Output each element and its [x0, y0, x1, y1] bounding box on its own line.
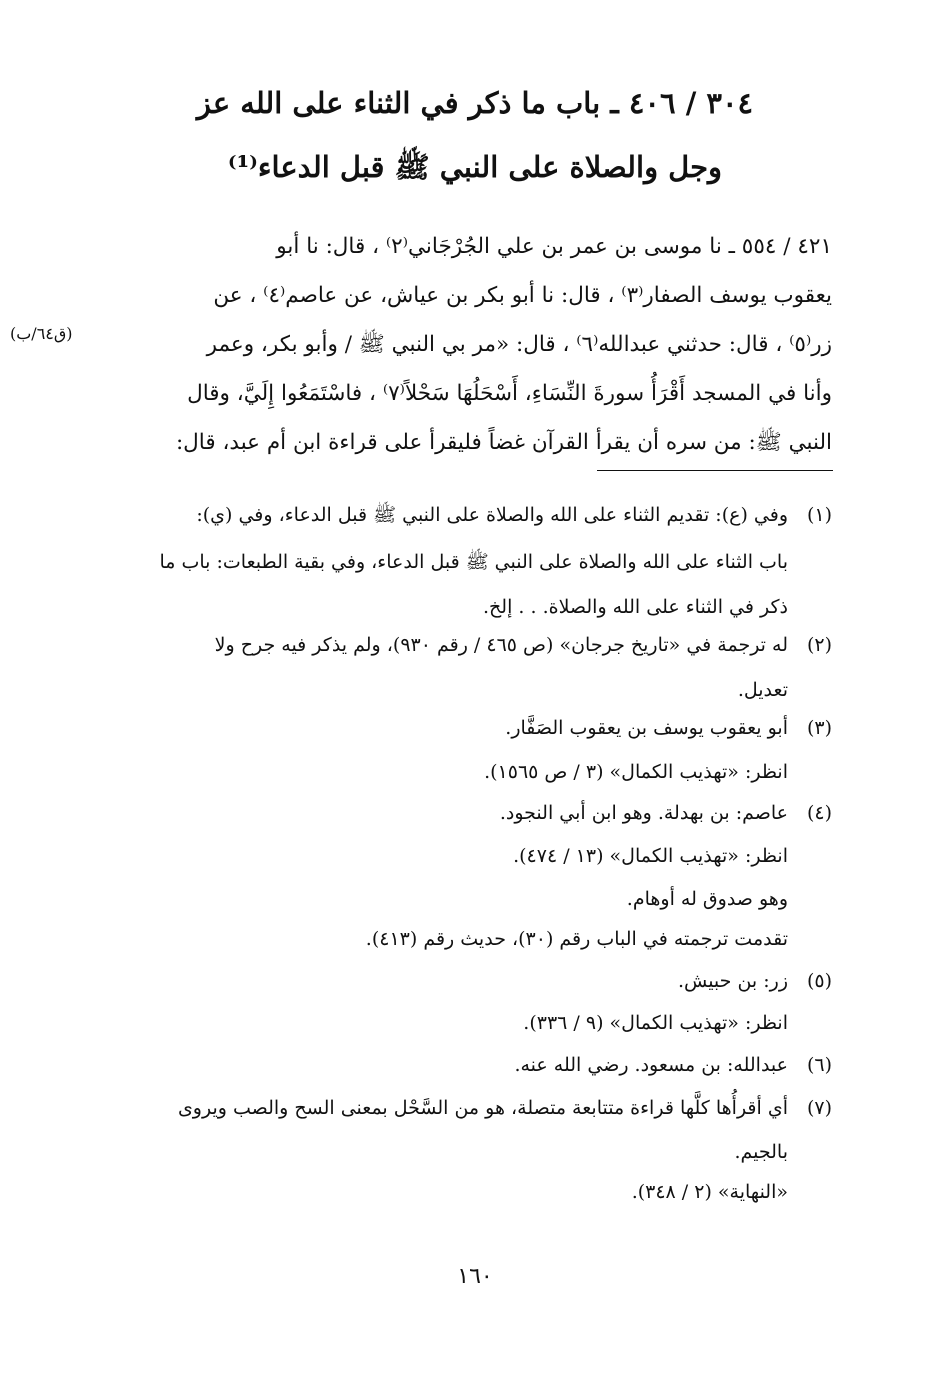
footnote-text: تعديل.: [737, 679, 788, 701]
footnote-line: [513, 841, 832, 871]
footnote-text: وفي (ع): تقديم الثناء على الله والصلاة على النبي ﷺ قبل الدعاء، وفي (ي):: [196, 504, 788, 526]
footnote-text: أي أقرأُها كلَّها قراءة متتابعة متصلة، هو من السَّحْل بمعنى السح والصب ويروى: [177, 1097, 788, 1119]
hadith-body: [107, 222, 832, 467]
footnote-text: بالجيم.: [734, 1141, 788, 1163]
footnote-text: أبو يعقوب يوسف بن يعقوب الصَفَّار.: [505, 717, 788, 739]
footnote-text: باب الثناء على الله والصلاة على النبي ﷺ قبل الدعاء، وفي بقية الطبعات: باب ما: [159, 551, 788, 573]
footnote-text: انظر: «تهذيب الكمال» (٣ / ص ١٥٦٥).: [484, 761, 788, 783]
body-line: النبي ﷺ: من سره أن يقرأ القرآن غضاً فليقرأ على قراءة ابن أم عبد، قال:: [175, 430, 832, 455]
page-number: ١٦٠: [457, 1264, 493, 1289]
body-line: زر⁽٥⁾ ، قال: حدثني عبدالله⁽٦⁾ ، قال: «مر بي النبي ﷺ / وأبو بكر، وعمر: [206, 332, 832, 357]
footnote-text: وهو صدوق له أوهام.: [626, 888, 788, 910]
footnote-line: [483, 592, 832, 622]
footnote-separator: [597, 470, 833, 471]
footnote-text: عبدالله: بن مسعود. رضي الله عنه.: [514, 1054, 788, 1076]
body-line: يعقوب يوسف الصفار⁽٣⁾ ، قال: نا أبو بكر بن عياش، عن عاصم⁽٤⁾ ، عن: [213, 283, 832, 308]
footnote-text: تقدمت ترجمته في الباب رقم (٣٠)، حديث رقم (٤١٣).: [365, 928, 788, 950]
footnote-line: [215, 630, 832, 660]
body-line: وأنا في المسجد أَقْرَأُ سورةَ النِّسَاءِ، أَسْحَلُهَا سَحْلاً⁽٧⁾ ، فاسْتَمَعُوا إِلَيَّ، وقال: [187, 381, 832, 406]
footnote-text: زر: بن حبيش.: [677, 970, 788, 992]
footnote-number: (٧): [806, 1097, 832, 1119]
footnote-line: [632, 1177, 832, 1207]
footnote-text: انظر: «تهذيب الكمال» (١٣ / ٤٧٤).: [513, 845, 788, 867]
footnote-number: (١): [806, 504, 832, 526]
footnote-text: «النهاية» (٢ / ٣٤٨).: [631, 1181, 788, 1203]
footnote-number: (٣): [806, 717, 832, 739]
footnote-text: ذكر في الثناء على الله والصلاة. . . إلخ.: [483, 596, 788, 618]
footnote-number: (٤): [806, 802, 832, 824]
footnote-text: انظر: «تهذيب الكمال» (٩ / ٣٣٦).: [523, 1012, 788, 1034]
footnote-line: [500, 798, 832, 828]
footnote-text: له ترجمة في «تاريخ جرجان» (ص ٤٦٥ / رقم ٩٣٠)، ولم يذكر فيه جرح ولا: [214, 634, 788, 656]
footnote-line: [484, 757, 832, 787]
footnote-line: [514, 1050, 832, 1080]
footnote-line: [523, 1008, 832, 1038]
chapter-heading-line-2: وجل والصلاة على النبي ﷺ قبل الدعاء⁽¹⁾: [227, 150, 723, 184]
footnote-number: (٢): [806, 634, 832, 656]
chapter-heading-line-1: ٣٠٤ / ٤٠٦ ـ باب ما ذكر في الثناء على الله عز: [196, 86, 754, 120]
footnote-text: عاصم: بن بهدلة. وهو ابن أبي النجود.: [499, 802, 788, 824]
footnote-line: [734, 1137, 832, 1167]
footnote-line: [505, 713, 832, 743]
footnote-line: [738, 675, 832, 705]
footnote-line: [196, 500, 832, 530]
footnote-line: [160, 547, 833, 577]
body-line: ٤٢١ / ٥٥٤ ـ نا موسى بن عمر بن علي الجُرْجَاني⁽٢⁾ ، قال: نا أبو: [276, 234, 832, 259]
manuscript-margin-note: (ق٦٤/ب): [10, 324, 73, 343]
footnote-line: [678, 966, 832, 996]
footnote-line: [178, 1093, 832, 1123]
footnote-number: (٥): [806, 970, 832, 992]
footnote-line: [627, 884, 832, 914]
footnote-line: [366, 924, 832, 954]
footnote-number: (٦): [806, 1054, 832, 1076]
